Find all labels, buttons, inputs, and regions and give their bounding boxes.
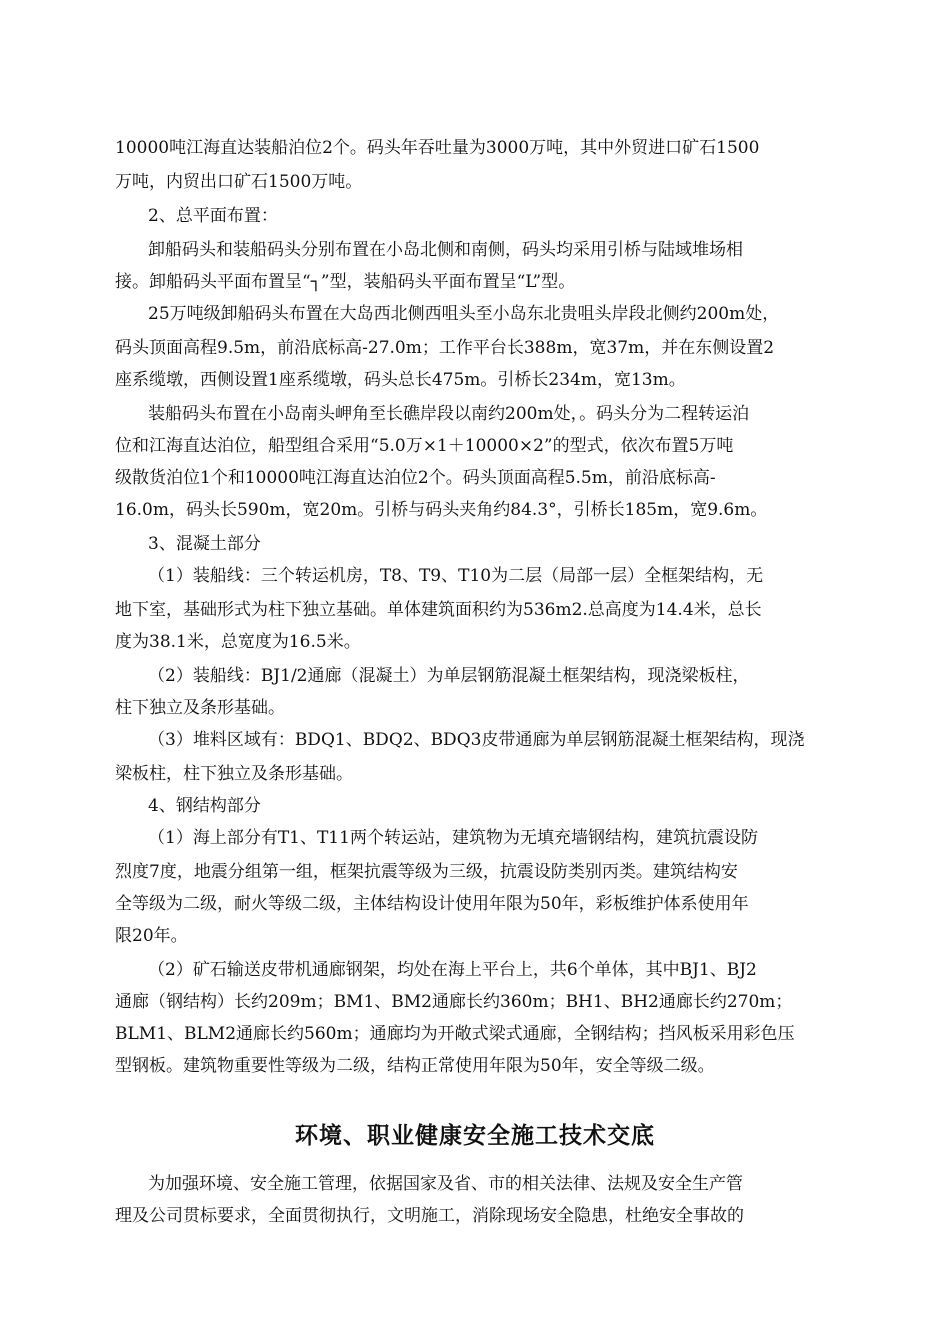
body-text-line: 码头顶面高程9.5m，前沿底标高-27.0m；工作平台长388m，宽37m，并在东侧设置2 (115, 338, 775, 358)
body-text-line: 卸船码头和装船码头分别布置在小岛北侧和南侧，码头均采用引桥与陆域堆场相 (148, 240, 743, 260)
body-text-line: 度为38.1米，总宽度为16.5米。 (115, 632, 361, 652)
body-text-line: 16.0m，码头长590m，宽20m。引桥与码头夹角约84.3°，引桥长185m，宽9.6m。 (115, 500, 768, 520)
body-text-line: 级散货泊位1个和10000吨江海直达泊位2个。码头顶面高程5.5m，前沿底标高- (115, 468, 716, 488)
body-text-line: 型钢板。建筑物重要性等级为二级，结构正常使用年限为50年，安全等级二级。 (115, 1056, 715, 1076)
body-text-line: 万吨，内贸出口矿石1500万吨。 (115, 172, 363, 192)
body-text-line: （1）装船线：三个转运机房，T8、T9、T10为二层（局部一层）全框架结构，无 (148, 566, 764, 586)
body-text-line: 座系缆墩，西侧设置1座系缆墩，码头总长475m。引桥长234m，宽13m。 (115, 370, 686, 390)
body-text-line: 全等级为二级，耐火等级二级，主体结构设计使用年限为50年，彩板维护体系使用年 (115, 894, 749, 914)
section-heading: 环境、职业健康安全施工技术交底 (295, 1123, 655, 1149)
body-text-line: 通廊（钢结构）长约209m；BM1、BM2通廊长约360m；BH1、BH2通廊长约270m； (115, 992, 793, 1012)
body-text-line: 梁板柱，柱下独立及条形基础。 (115, 764, 353, 784)
body-text-line: BLM1、BLM2通廊长约560m；通廊均为开敞式梁式通廊，全钢结构；挡风板采用彩色压 (115, 1024, 795, 1044)
body-text-line: 10000吨江海直达装船泊位2个。码头年吞吐量为3000万吨，其中外贸进口矿石1500 (115, 138, 760, 158)
body-text-line: 烈度7度，地震分组第一组，框架抗震等级为三级，抗震设防类别丙类。建筑结构安 (115, 862, 738, 882)
body-text-line: 为加强环境、安全施工管理，依据国家及省、市的相关法律、法规及安全生产管 (148, 1174, 743, 1194)
section-subheading: 2、总平面布置： (148, 206, 278, 226)
body-text-line: 柱下独立及条形基础。 (115, 698, 285, 718)
body-text-line: 25万吨级卸船码头布置在大岛西北侧西咀头至小岛东北贵咀头岸段北侧约200m处， (148, 304, 780, 324)
section-subheading: 4、钢结构部分 (148, 796, 261, 816)
body-text-line: 限20年。 (115, 926, 188, 946)
section-subheading: 3、混凝土部分 (148, 534, 261, 554)
body-text-line: 地下室，基础形式为柱下独立基础。单体建筑面积约为536m2.总高度为14.4米，总长 (115, 600, 762, 620)
body-text-line: （1）海上部分有T1、T11两个转运站，建筑物为无填充墙钢结构，建筑抗震设防 (148, 828, 758, 848)
body-text-line: （2）装船线：BJ1/2通廊（混凝土）为单层钢筋混凝土框架结构，现浇梁板柱， (148, 666, 750, 686)
body-text-line: （3）堆料区域有：BDQ1、BDQ2、BDQ3皮带通廊为单层钢筋混凝土框架结构，现浇 (148, 730, 805, 750)
body-text-line: （2）矿石输送皮带机通廊钢架，均处在海上平台上，共6个单体，其中BJ1、BJ2 (148, 960, 757, 980)
body-text-line: 接。卸船码头平面布置呈“┐”型，装船码头平面布置呈“L”型。 (115, 272, 576, 292)
body-text-line: 理及公司贯标要求，全面贯彻执行，文明施工，消除现场安全隐患，杜绝安全事故的 (115, 1206, 744, 1226)
body-text-line: 位和江海直达泊位，船型组合采用“5.0万×1＋10000×2”的型式，依次布置5万吨 (115, 436, 734, 456)
body-text-line: 装船码头布置在小岛南头岬角至长礁岸段以南约200m处，。码头分为二程转运泊 (148, 404, 750, 424)
